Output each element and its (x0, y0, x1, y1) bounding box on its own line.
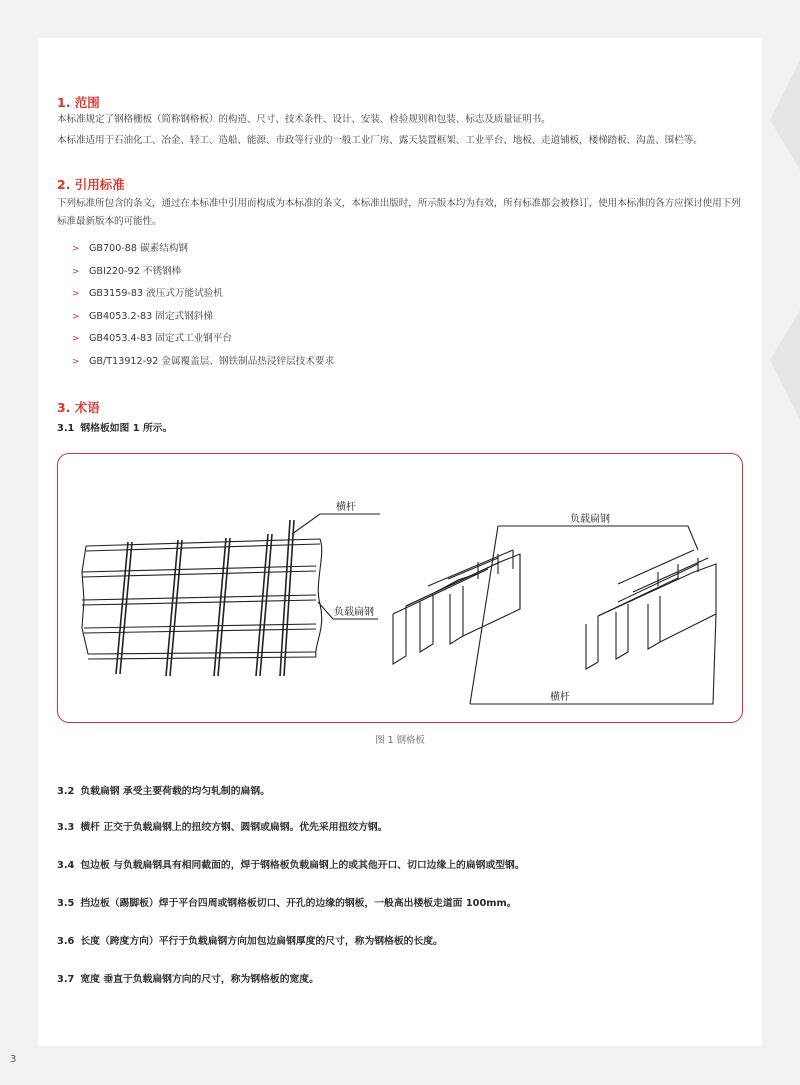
list-item (72, 242, 334, 265)
page-number: 3 (10, 1054, 17, 1065)
term-text: 负载扁钢 承受主要荷载的均匀轧制的扁钢。 (80, 786, 270, 797)
term-3-6 (57, 933, 443, 947)
bullet-arrow-icon: > (72, 334, 80, 345)
term-3-2 (57, 783, 270, 797)
list-item (72, 355, 334, 378)
term-text: 包边板 与负载扁钢具有相同截面的，焊于钢格板负载扁钢上的或其他开口、切口边缘上的扁钢或型钢。 (80, 860, 525, 871)
reference-item-text: GB4053.2-83 固定式钢斜梯 (89, 310, 213, 322)
figure-frame (57, 453, 743, 723)
figure-caption: 图 1 钢格板 (375, 735, 425, 746)
list-item (72, 287, 334, 310)
middle-grating (393, 550, 520, 664)
bullet-arrow-icon: > (72, 311, 80, 322)
scope-paragraph-2: 本标准适用于石油化工、冶金、轻工、造船、能源、市政等行业的一般工业厂房、露天装置框架、工业平台、地板、走道铺板，楼梯踏板、沟盖、围栏等。 (57, 135, 703, 146)
label-bearing-bar-left: 负载扁钢 (334, 607, 374, 618)
steel-grating-diagram (58, 454, 742, 722)
term-3-3 (57, 819, 387, 833)
reference-item-text: GBI220-92 不锈钢棒 (89, 265, 182, 277)
reference-list (72, 242, 334, 378)
term-number: 3.6 (57, 936, 75, 947)
term-text: 横杆 正交于负载扁钢上的扭绞方钢、圆钢或扁钢。优先采用扭绞方钢。 (80, 822, 388, 833)
section-scope-title: 1. 范围 (57, 95, 100, 110)
term-text: 钢格板如图 1 所示。 (80, 423, 173, 434)
references-intro: 下列标准所包含的条文，通过在本标准中引用而构成为本标准的条文，本标准出版时，所示版本均为有效，所有标准都会被修订，使用本标准的各方应探讨使用下列标准最新版本的可能性。 (57, 198, 741, 227)
decorative-shape (760, 60, 800, 420)
reference-item-text: GB700-88 碳素结构钢 (89, 243, 189, 254)
section-references-title: 2. 引用标准 (57, 177, 125, 192)
label-bearing-bar-right: 负载扁钢 (570, 514, 610, 525)
reference-item-text: GB4053.4-83 固定式工业钢平台 (89, 333, 233, 345)
term-text: 长度（跨度方向）平行于负载扁钢方向加包边扁钢厚度的尺寸，称为钢格板的长度。 (80, 936, 443, 947)
bullet-arrow-icon: > (72, 244, 80, 254)
reference-item-text: GB3159-83 液压式万能试验机 (89, 288, 223, 300)
term-3-7 (57, 971, 319, 985)
term-number: 3.1 (57, 423, 75, 434)
document-page (38, 38, 762, 1046)
reference-item-text: GB/T13912-92 金属覆盖层、钢铁制品热浸锌层技术要求 (89, 355, 335, 367)
term-text: 宽度 垂直于负载扁钢方向的尺寸，称为钢格板的宽度。 (80, 974, 319, 985)
right-grating (586, 550, 716, 669)
term-number: 3.3 (57, 822, 75, 833)
list-item (72, 332, 334, 355)
section-terms-title: 3. 术语 (57, 400, 100, 415)
bullet-arrow-icon: > (72, 289, 80, 300)
bullet-arrow-icon: > (72, 356, 80, 367)
term-number: 3.7 (57, 974, 75, 985)
list-item (72, 265, 334, 288)
term-number: 3.4 (57, 860, 75, 871)
term-number: 3.2 (57, 786, 75, 797)
label-crossbar-right: 横杆 (550, 692, 570, 703)
term-3-4 (57, 857, 525, 871)
term-3-1 (57, 420, 172, 434)
term-number: 3.5 (57, 898, 75, 909)
bullet-arrow-icon: > (72, 266, 80, 277)
scope-paragraph-1: 本标准规定了钢格栅板（简称钢格板）的构造、尺寸、技术条件、设计、安装、检验规则和包装、标志及质量证明书。 (57, 114, 551, 125)
list-item (72, 310, 334, 333)
term-3-5 (57, 895, 517, 909)
term-text: 挡边板（踢脚板）焊于平台四周或钢格板切口、开孔的边缘的钢板，一般高出楼板走道面 100mm。 (80, 898, 517, 909)
label-crossbar-left: 横杆 (336, 502, 356, 513)
